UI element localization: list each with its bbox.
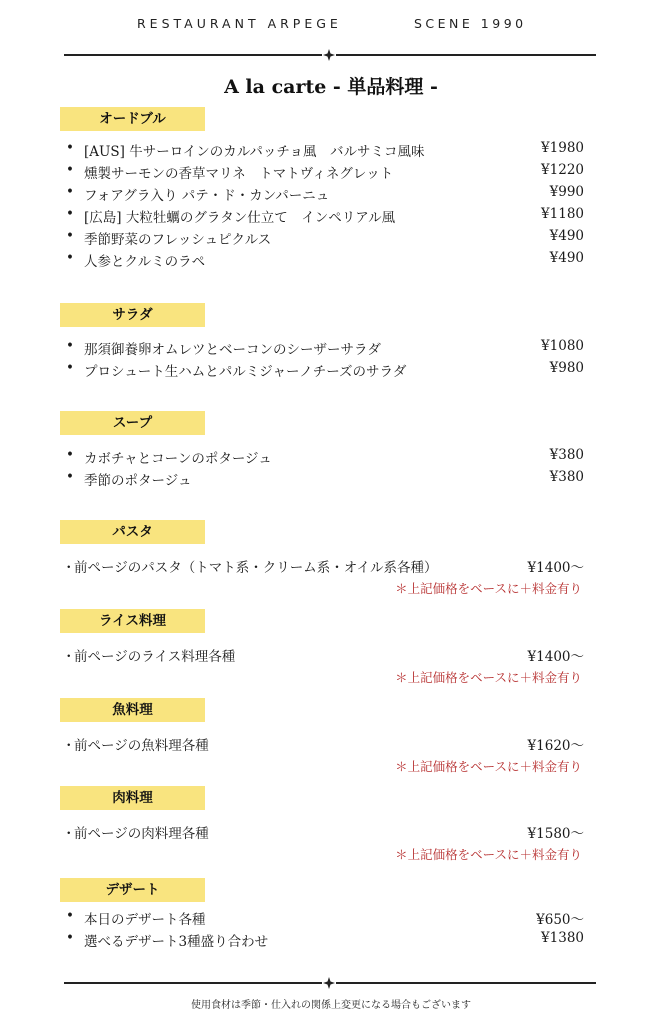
menu-item xyxy=(0,162,662,184)
bullet-icon: • xyxy=(66,184,74,200)
item-name: カボチャとコーンのポタージュ xyxy=(84,451,272,467)
item-price: ¥1980 xyxy=(541,140,584,156)
menu-item xyxy=(0,250,662,272)
bullet-icon: • xyxy=(66,140,74,156)
item-price: ¥1620〜 xyxy=(527,738,584,754)
item-price: ¥1400〜 xyxy=(527,649,584,665)
restaurant-name: RESTAURANT ARPEGE xyxy=(137,16,342,31)
bullet-icon: • xyxy=(66,447,74,463)
item-price: ¥1580〜 xyxy=(527,826,584,842)
item-name: [広島] 大粒牡蠣のグラタン仕立て インペリアル風 xyxy=(84,210,396,226)
item-name: プロシュート生ハムとパルミジャーノチーズのサラダ xyxy=(84,364,407,380)
menu-item xyxy=(0,140,662,162)
surcharge-note: ＊上記価格をベースに＋料金有り xyxy=(395,581,582,596)
menu-item xyxy=(0,360,662,382)
bullet-icon: ・ xyxy=(62,826,76,842)
bullet-icon: • xyxy=(66,250,74,266)
menu-item xyxy=(0,206,662,228)
item-price: ¥650〜 xyxy=(536,912,584,928)
section-heading: ライス料理 xyxy=(60,609,205,633)
footer-note: 使用食材は季節・仕入れの関係上変更になる場合もございます xyxy=(191,1000,471,1011)
surcharge-note: ＊上記価格をベースに＋料金有り xyxy=(395,847,582,862)
item-price: ¥1080 xyxy=(541,338,584,354)
bottom-divider xyxy=(64,977,596,989)
bullet-icon: • xyxy=(66,469,74,485)
menu-item xyxy=(0,556,662,578)
item-name: 前ページのライス料理各種 xyxy=(74,649,236,665)
item-price: ¥490 xyxy=(549,250,584,266)
bullet-icon: • xyxy=(66,162,74,178)
menu-item xyxy=(0,228,662,250)
bullet-icon: • xyxy=(66,206,74,222)
item-price: ¥380 xyxy=(549,469,584,485)
ornament-icon xyxy=(322,977,336,989)
menu-item xyxy=(0,734,662,756)
item-name: 那須御養卵オムレツとベーコンのシーザーサラダ xyxy=(84,342,381,358)
item-price: ¥980 xyxy=(549,360,584,376)
section-heading: スープ xyxy=(60,411,205,435)
section-heading: 魚料理 xyxy=(60,698,205,722)
item-name: 前ページの肉料理各種 xyxy=(74,826,209,842)
item-price: ¥380 xyxy=(549,447,584,463)
item-name: 燻製サーモンの香草マリネ トマトヴィネグレット xyxy=(84,166,394,182)
item-price: ¥490 xyxy=(549,228,584,244)
item-name: 選べるデザート3種盛り合わせ xyxy=(84,934,269,950)
menu-header xyxy=(0,16,662,34)
surcharge-note: ＊上記価格をベースに＋料金有り xyxy=(395,759,582,774)
item-name: 季節のポタージュ xyxy=(84,473,192,489)
item-name: 季節野菜のフレッシュピクルス xyxy=(84,232,272,248)
bullet-icon: ・ xyxy=(62,649,76,665)
item-name: 人参とクルミのラペ xyxy=(84,254,206,270)
bullet-icon: • xyxy=(66,228,74,244)
menu-item xyxy=(0,822,662,844)
menu-item xyxy=(0,184,662,206)
menu-item xyxy=(0,338,662,360)
section-heading: 肉料理 xyxy=(60,786,205,810)
menu-item xyxy=(0,469,662,491)
menu-item xyxy=(0,447,662,469)
section-heading: サラダ xyxy=(60,303,205,327)
top-divider xyxy=(64,49,596,61)
bullet-icon: ・ xyxy=(62,738,76,754)
bullet-icon: • xyxy=(66,930,74,946)
item-price: ¥1400〜 xyxy=(527,560,584,576)
item-name: 前ページのパスタ（トマト系・クリーム系・オイル系各種） xyxy=(74,560,438,576)
section-heading: パスタ xyxy=(60,520,205,544)
menu-item xyxy=(0,908,662,930)
scene-label: SCENE 1990 xyxy=(414,16,527,31)
item-name: 本日のデザート各種 xyxy=(84,912,206,928)
item-price: ¥990 xyxy=(549,184,584,200)
item-name: フォアグラ入り パテ・ド・カンパーニュ xyxy=(84,188,330,204)
menu-item xyxy=(0,930,662,952)
bullet-icon: • xyxy=(66,360,74,376)
section-heading: デザート xyxy=(60,878,205,902)
item-name: 前ページの魚料理各種 xyxy=(74,738,209,754)
surcharge-note: ＊上記価格をベースに＋料金有り xyxy=(395,670,582,685)
ornament-icon xyxy=(322,49,336,61)
item-price: ¥1220 xyxy=(541,162,584,178)
item-price: ¥1180 xyxy=(541,206,584,222)
item-name: [AUS] 牛サーロインのカルパッチョ風 バルサミコ風味 xyxy=(84,144,425,160)
page-title: A la carte - 単品料理 - xyxy=(224,76,438,98)
bullet-icon: • xyxy=(66,338,74,354)
bullet-icon: • xyxy=(66,908,74,924)
menu-item xyxy=(0,645,662,667)
item-price: ¥1380 xyxy=(541,930,584,946)
section-heading: オードブル xyxy=(60,107,205,131)
bullet-icon: ・ xyxy=(62,560,76,576)
